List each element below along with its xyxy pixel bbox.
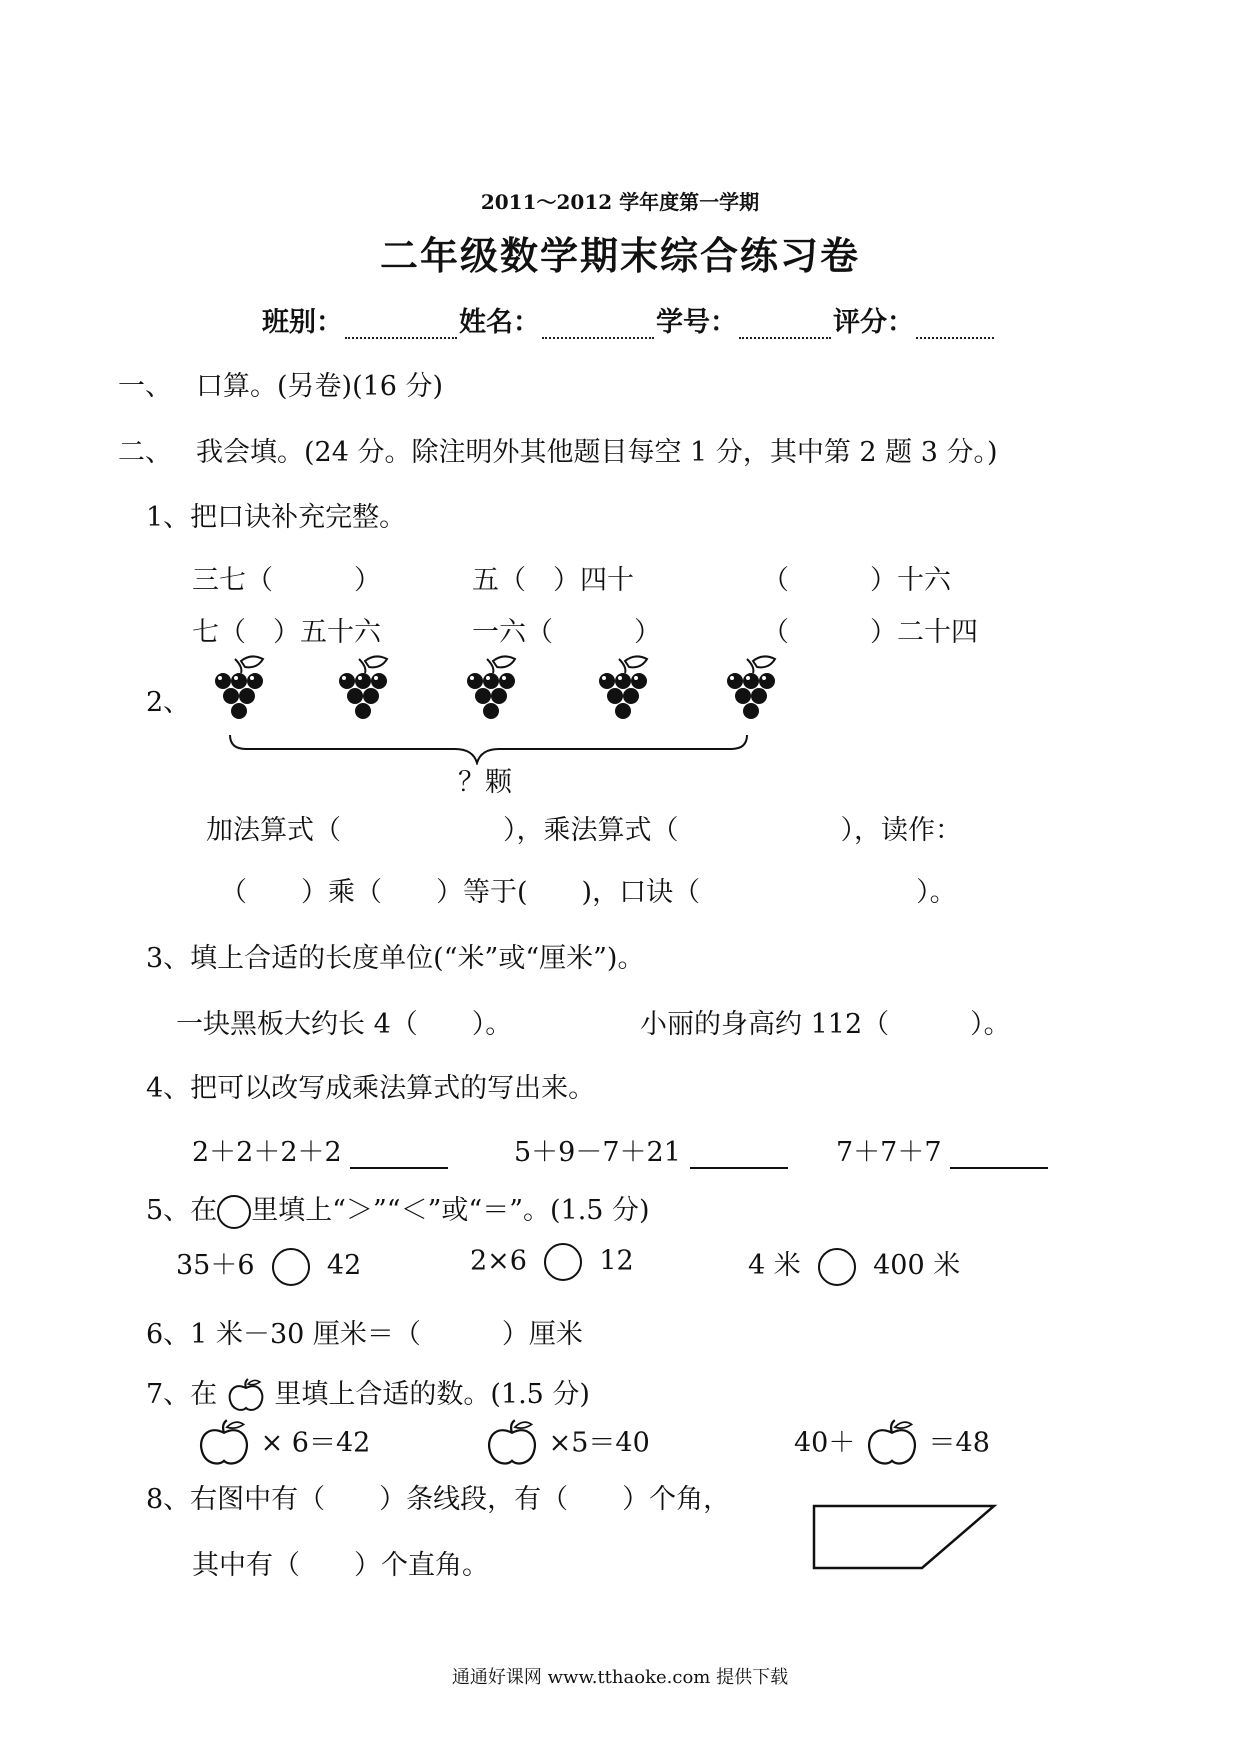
circle-icon bbox=[217, 1195, 251, 1229]
q4-expression: 2＋2＋2＋2 bbox=[192, 1137, 342, 1168]
q7-before: 40＋ bbox=[794, 1427, 856, 1459]
apple-icon bbox=[226, 1378, 266, 1414]
q1-blank: 七（ ）五十六 bbox=[192, 617, 381, 648]
exam-title: 二年级数学期末综合练习卷 bbox=[379, 233, 860, 278]
compare-circle[interactable] bbox=[818, 1248, 856, 1286]
apple-icon[interactable] bbox=[196, 1418, 252, 1470]
apple-icon[interactable] bbox=[864, 1418, 920, 1470]
q4-expression: 5＋9－7＋21 bbox=[514, 1137, 681, 1168]
section-1-text: 口算。(另卷)(16 分) bbox=[196, 371, 444, 402]
class-blank[interactable] bbox=[345, 309, 457, 339]
q7-item bbox=[196, 1418, 370, 1470]
q5-right: 42 bbox=[326, 1250, 362, 1281]
q7-item bbox=[794, 1418, 990, 1470]
q6-text: 6、1 米－30 厘米＝（ ）厘米 bbox=[146, 1319, 583, 1350]
q5-title bbox=[146, 1188, 650, 1229]
section-2-number: 二、 bbox=[118, 437, 172, 468]
q8-line-2: 其中有（ ）个直角。 bbox=[192, 1550, 489, 1581]
class-label: 班别： bbox=[262, 307, 343, 338]
q7-title bbox=[146, 1372, 590, 1414]
apple-icon[interactable] bbox=[484, 1418, 540, 1470]
q4-item bbox=[192, 1130, 448, 1169]
grapes-illustration bbox=[205, 655, 825, 765]
name-blank[interactable] bbox=[542, 309, 654, 339]
q1-blank: 五（ ）四十 bbox=[472, 565, 634, 596]
score-label: 评分： bbox=[833, 307, 914, 338]
grapes-icon bbox=[215, 656, 263, 719]
grapes-icon bbox=[727, 656, 775, 719]
q5-item bbox=[470, 1243, 634, 1281]
q4-title: 4、把可以改写成乘法算式的写出来。 bbox=[146, 1073, 596, 1104]
student-id-blank[interactable] bbox=[739, 309, 831, 339]
q5-title-post: 里填上“＞”“＜”或“＝”。(1.5 分) bbox=[251, 1195, 650, 1226]
score-blank[interactable] bbox=[916, 309, 994, 339]
grapes-icon bbox=[599, 656, 647, 719]
q5-item bbox=[176, 1243, 361, 1286]
trapezoid-figure bbox=[810, 1502, 1000, 1572]
q1-blank: （ ）十六 bbox=[762, 565, 951, 596]
q7-after: ×5＝40 bbox=[548, 1427, 650, 1459]
student-id-label: 学号： bbox=[656, 307, 737, 338]
footer-credit: 通通好课网 www.tthaoke.com 提供下载 bbox=[451, 1667, 789, 1688]
compare-circle[interactable] bbox=[272, 1248, 310, 1286]
q5-left: 2×6 bbox=[470, 1245, 527, 1277]
q2-line-1: 加法算式（ ），乘法算式（ ），读作： bbox=[206, 815, 962, 846]
curly-brace bbox=[230, 735, 747, 763]
q3-title: 3、填上合适的长度单位(“米”或“厘米”)。 bbox=[146, 943, 645, 974]
grapes-icon bbox=[467, 656, 515, 719]
compare-circle[interactable] bbox=[544, 1243, 582, 1281]
q3-item-a: 一块黑板大约长 4（ ）。 bbox=[176, 1009, 513, 1040]
q5-title-pre: 5、在 bbox=[146, 1195, 218, 1226]
exam-term: 2011～2012 学年度第一学期 bbox=[480, 190, 760, 214]
q3-item-b: 小丽的身高约 112（ ）。 bbox=[640, 1009, 1011, 1040]
answer-line[interactable] bbox=[350, 1143, 448, 1169]
answer-line[interactable] bbox=[950, 1143, 1048, 1169]
name-label: 姓名： bbox=[459, 307, 540, 338]
q7-title-pre: 7、在 bbox=[146, 1379, 218, 1410]
q4-item bbox=[514, 1130, 788, 1169]
q4-item bbox=[836, 1130, 1048, 1169]
q7-title-post: 里填上合适的数。(1.5 分) bbox=[274, 1379, 590, 1410]
answer-line[interactable] bbox=[690, 1143, 788, 1169]
q8-line-1: 8、右图中有（ ）条线段，有（ ）个角， bbox=[146, 1484, 731, 1515]
q1-blank: 三七（ ） bbox=[192, 565, 381, 596]
q1-blank: （ ）二十四 bbox=[762, 617, 978, 648]
q7-after: ＝48 bbox=[928, 1427, 990, 1459]
q4-expression: 7＋7＋7 bbox=[836, 1137, 942, 1168]
q1-blank: 一六（ ） bbox=[472, 617, 661, 648]
section-1-number: 一、 bbox=[118, 371, 172, 402]
q1-title: 1、把口诀补充完整。 bbox=[146, 502, 407, 533]
q7-after: × 6＝42 bbox=[260, 1427, 371, 1459]
q5-right: 12 bbox=[599, 1245, 634, 1277]
q2-line-2: （ ）乘（ ）等于( )，口诀（ ）。 bbox=[220, 877, 957, 908]
q5-right: 400 米 bbox=[873, 1250, 961, 1281]
grapes-icon bbox=[339, 656, 387, 719]
q2-brace-label: ？颗 bbox=[458, 767, 512, 798]
q2-number: 2、 bbox=[146, 687, 191, 718]
q5-item bbox=[748, 1243, 960, 1286]
section-2-text: 我会填。(24 分。除注明外其他题目每空 1 分，其中第 2 题 3 分。) bbox=[196, 437, 998, 468]
student-info-row bbox=[262, 300, 996, 339]
q5-left: 35＋6 bbox=[176, 1250, 255, 1281]
q5-left: 4 米 bbox=[748, 1250, 801, 1281]
q7-item bbox=[484, 1418, 650, 1470]
